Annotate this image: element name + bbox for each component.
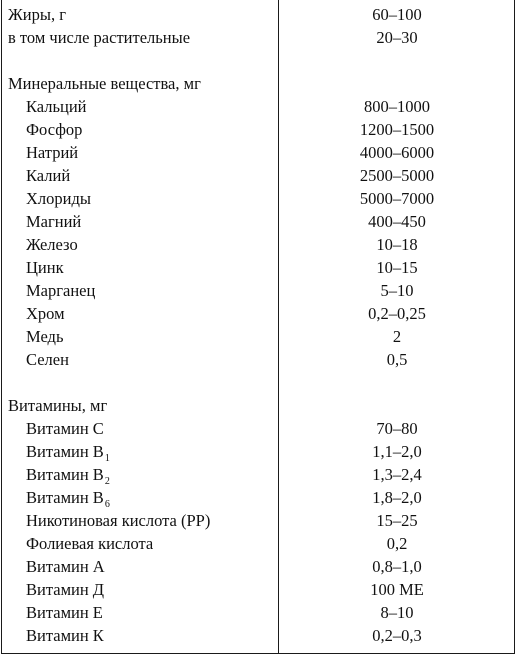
section-heading-row	[0, 394, 517, 417]
nutrient-name	[26, 532, 153, 555]
nutrient-name	[26, 325, 63, 348]
nutrient-name-text: Минеральные вещества, мг	[8, 74, 201, 93]
nutrient-value: 0,5	[386, 350, 408, 369]
nutrient-value: 0,2	[386, 534, 408, 553]
nutrient-name-text: Витамин Д	[26, 580, 105, 599]
nutrient-name-text: Хлориды	[26, 189, 91, 208]
table-row	[0, 3, 517, 26]
nutrient-name-text: Фолиевая кислота	[26, 534, 154, 553]
nutrient-name-text: Марганец	[26, 281, 96, 300]
table-row	[0, 601, 517, 624]
nutrient-name	[26, 578, 104, 601]
table-row	[0, 164, 517, 187]
table-row	[0, 256, 517, 279]
nutrient-name	[26, 279, 95, 302]
nutrient-value: 0,2–0,25	[368, 304, 426, 323]
table-row	[0, 417, 517, 440]
nutrient-value: 1,8–2,0	[372, 488, 422, 507]
nutrient-name-text: Кальций	[26, 97, 87, 116]
subscript: 6	[104, 499, 110, 510]
nutrient-name-text: Медь	[26, 327, 64, 346]
nutrient-value: 0,2–0,3	[372, 626, 422, 645]
table-row	[0, 348, 517, 371]
nutrient-value: 10–15	[376, 258, 418, 277]
table-row	[0, 624, 517, 647]
nutrient-name-text: Витамин С	[26, 419, 104, 438]
nutrient-name-text: Витамин В	[26, 465, 104, 484]
nutrient-name-text: Витамин К	[26, 626, 104, 645]
table-row	[0, 279, 517, 302]
nutrient-name	[26, 555, 105, 578]
table-row	[0, 95, 517, 118]
nutrient-value: 15–25	[376, 511, 418, 530]
spacer-row	[0, 49, 517, 72]
nutrient-value: 1,3–2,4	[372, 465, 422, 484]
table-row	[0, 532, 517, 555]
nutrient-name	[26, 417, 104, 440]
table-row	[0, 578, 517, 601]
nutrient-value: 70–80	[376, 419, 418, 438]
nutrient-name-text: Витамин В	[26, 442, 104, 461]
table-row	[0, 325, 517, 348]
nutrient-name-text: Фосфор	[26, 120, 83, 139]
nutrient-value: 0,8–1,0	[372, 557, 422, 576]
nutrient-value: 5000–7000	[359, 189, 435, 208]
spacer-row	[0, 371, 517, 394]
nutrient-value: 2	[392, 327, 402, 346]
table-row	[0, 233, 517, 256]
nutrient-name	[26, 624, 104, 647]
section-heading	[8, 394, 107, 417]
table-row	[0, 26, 517, 49]
nutrient-name	[26, 348, 69, 371]
nutrient-name	[8, 26, 190, 49]
nutrient-name-text: Хром	[26, 304, 65, 323]
subscript: 2	[104, 476, 110, 487]
nutrient-name	[26, 118, 82, 141]
nutrient-name-text: Витамин Е	[26, 603, 103, 622]
nutrient-name	[26, 233, 78, 256]
nutrient-name-text: Селен	[26, 350, 69, 369]
nutrient-name-text: Никотиновая кислота (РР)	[26, 511, 211, 530]
nutrient-name	[26, 601, 103, 624]
table-row	[0, 302, 517, 325]
nutrient-name-text: Калий	[26, 166, 71, 185]
nutrient-value: 2500–5000	[359, 166, 435, 185]
nutrient-value: 100 МЕ	[370, 580, 424, 599]
nutrient-value: 400–450	[368, 212, 426, 231]
nutrient-name-text: Натрий	[26, 143, 79, 162]
table-row	[0, 118, 517, 141]
nutrient-name-text: Жиры, г	[8, 5, 66, 24]
nutrient-name	[26, 187, 91, 210]
nutrient-value: 8–10	[380, 603, 414, 622]
nutrient-value: 1,1–2,0	[372, 442, 422, 461]
table-row	[0, 187, 517, 210]
section-heading	[8, 72, 201, 95]
nutrient-value: 60–100	[372, 5, 422, 24]
nutrient-name	[26, 95, 87, 118]
nutrient-name	[26, 509, 210, 532]
nutrient-value: 800–1000	[364, 97, 430, 116]
nutrient-name-text: Витамин В	[26, 488, 104, 507]
table-row	[0, 141, 517, 164]
table-row	[0, 210, 517, 233]
section-heading-row	[0, 72, 517, 95]
table-row	[0, 486, 517, 509]
nutrient-name	[26, 141, 78, 164]
subscript: 1	[104, 453, 110, 464]
nutrient-value: 10–18	[376, 235, 418, 254]
nutrient-value: 4000–6000	[359, 143, 435, 162]
nutrient-value: 1200–1500	[359, 120, 435, 139]
nutrient-name	[26, 210, 81, 233]
table-row	[0, 463, 517, 486]
table-row	[0, 509, 517, 532]
nutrient-name-text: в том числе растительные	[8, 28, 191, 47]
nutrient-value: 5–10	[380, 281, 414, 300]
nutrient-name-text: Железо	[26, 235, 78, 254]
nutrient-table-rows	[0, 3, 517, 647]
nutrient-name-text: Магний	[26, 212, 82, 231]
nutrient-name	[26, 164, 70, 187]
nutrient-name	[26, 302, 65, 325]
nutrient-name-text: Витамины, мг	[8, 396, 108, 415]
nutrient-name-text: Витамин А	[26, 557, 105, 576]
table-row	[0, 555, 517, 578]
nutrient-value: 20–30	[376, 28, 418, 47]
nutrient-name	[26, 256, 64, 279]
nutrient-name-text: Цинк	[26, 258, 64, 277]
table-row	[0, 440, 517, 463]
nutrient-name	[8, 3, 66, 26]
